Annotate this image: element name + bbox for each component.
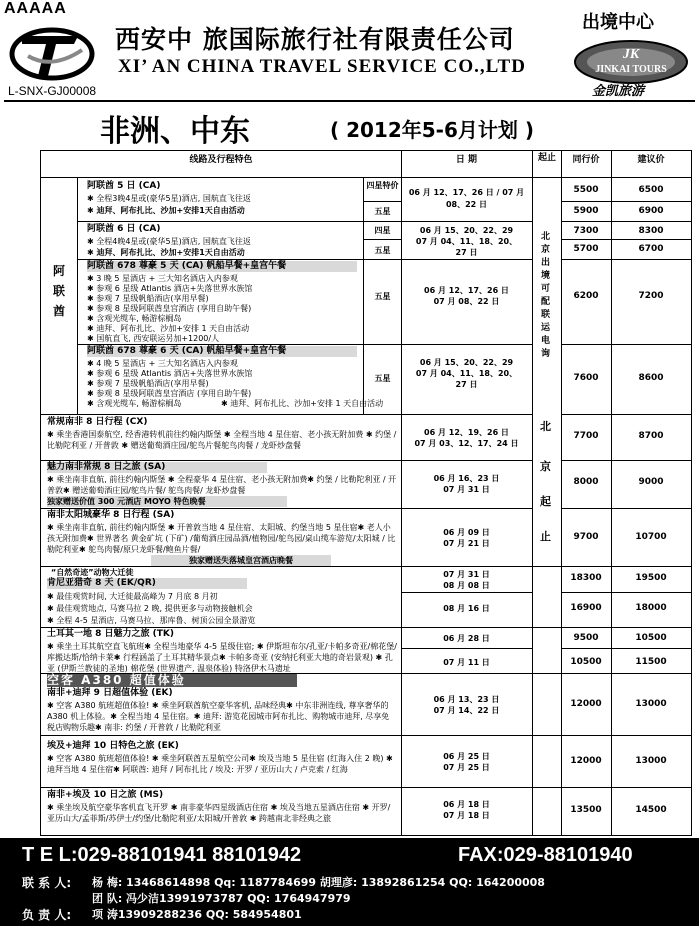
departure-dates: 06 月 09 日: [443, 528, 490, 537]
suggested-price: 8300: [638, 226, 664, 236]
departure-dates: 06 月 12、19、26 日: [424, 428, 509, 437]
jinkai-logo-icon: [572, 38, 690, 86]
departure-dates: 07 月 31 日: [443, 570, 490, 579]
contact-footer: [0, 838, 699, 926]
route-desc: ✱ 空客 A380 航班超值体验! ✱ 乘坐阿联酋航空豪华客机, 品味经典✱ 中东非洲连线, 尊享奢华的 A380 机上体验。✱ 全程当地 4 星住宿。✱ 迪拜: 游览花园城市阿布扎比、购物城市迪拜, 尽享免税店购物乐趣✱ 南非: 约堡 / 开普敦 / 比勒陀利亚: [47, 701, 390, 732]
suggested-price: 10500: [635, 633, 667, 643]
route-extra: 独家赠送价值 300 元酒店 MOYO 特色晚餐: [47, 496, 287, 507]
peer-price: 12000: [570, 699, 602, 709]
hotel-std: 五星: [374, 246, 391, 255]
route-item: ✱ 最佳观赏地点, 马赛马拉 2 晚, 提供更多与动物接触机会: [47, 604, 253, 613]
departure-dates: 07 月 11 日: [443, 658, 490, 667]
rating-stars: AAAAA: [4, 0, 67, 17]
origin-zhi: 止: [540, 530, 551, 543]
suggested-price: 13000: [635, 756, 667, 766]
route-title: 肯尼亚猎奇 8 天 (EK/QR): [47, 578, 247, 589]
route-item: ✱ 全程3晚4星或(豪华5星)酒店, 国航直飞往返: [87, 194, 251, 203]
departure-dates: 08 月 16 日: [443, 604, 490, 613]
route-item: ✱ 参观 7 星级帆船酒店(享用早餐): [87, 294, 209, 303]
route-title: 南非+埃及 10 日之旅 (MS): [47, 790, 164, 800]
departure-dates: 27 日: [455, 380, 478, 389]
route-item: ✱ 参观 6 星级 Atlantis 酒店+失落世界水族馆: [87, 369, 253, 378]
route-title: 阿联酋 6 日 (CA): [87, 224, 161, 234]
hotel-std: 五星: [374, 374, 391, 383]
hotel-std: 四星特价: [366, 181, 399, 190]
departure-dates: 06 月 15、20、22、29: [419, 358, 514, 367]
route-item: ✱ 参观 8 星级阿联酋皇宫酒店 (享用自助午餐): [87, 304, 252, 313]
jinkai-logo-letters: JK: [622, 47, 640, 62]
suggested-price: 8600: [638, 373, 664, 383]
route-item: ✱ 4 晚 5 星酒店 + 三大知名酒店入内参观: [87, 359, 238, 368]
route-extra: 独家赠送失落城皇宫酒店晚餐: [151, 555, 331, 566]
departure-dates: 07 月 04、11、18、20、: [415, 237, 518, 246]
peer-price: 16900: [570, 603, 602, 613]
company-logo-icon: [8, 14, 96, 84]
route-item: ✱ 迪拜、阿布扎比、沙加+安排 1 天自由活动: [87, 324, 250, 333]
route-desc: ✱ 乘坐南非直航, 前往约翰内斯堡 ✱ 开普敦当地 4 星住宿、太阳城、约堡当地 5 星住宿✱ 老人小孩无附加费✱ 世界著名 黄金矿坑 (下矿) /葡萄酒庄园品酒/植物园/鸵鸟园/桌山缆车游览/太阳城 / 比勒陀利亚✱ 鸵鸟肉餐/原只龙虾餐/鲍鱼片餐/: [47, 523, 396, 554]
hotel-std: 五星: [374, 292, 391, 301]
route-title: 阿联酋 678 尊豪 6 天 (CA) 帆船早餐+皇宫午餐: [87, 346, 357, 357]
departure-dates: 06 月 12、17、26 日 / 07 月 08、22 日: [408, 188, 525, 209]
route-title: 阿联酋 5 日 (CA): [87, 181, 161, 191]
peer-price: 8000: [573, 477, 599, 487]
origin-note: 北京出境可配联运电询: [541, 232, 551, 359]
route-item: ✱ 3 晚 5 星酒店 + 三大知名酒店入内参观: [87, 274, 238, 283]
route-item: ✱ 含观光缆车, 畅游棕榈岛: [87, 314, 182, 323]
route-title: 魅力南非常规 8 日之旅 (SA): [47, 462, 267, 473]
route-desc: ✱ 乘坐土耳其航空直飞航班✱ 全程当地豪华 4-5 星级住宿; ✱ 伊斯坦布尔/孔亚/卡帕多奇亚/棉花堡/库搬达斯/恰纳卡莱✱ 行程涵盖了土耳其精华景点✱ 卡帕多奇亚 (安纳托利亚大地的奇岩景观) ✱ 孔亚 (伊斯兰教徒的圣地) 棉花堡 (世界遗产, 温泉体验) 特洛伊木马遗址: [47, 642, 397, 673]
suggested-price: 6900: [638, 206, 664, 216]
departure-dates: 06 月 28 日: [443, 634, 490, 643]
header-date: 日 期: [455, 155, 478, 165]
hotel-std: 五星: [374, 207, 391, 216]
peer-price: 10500: [570, 657, 602, 667]
header-route: 线路及行程特色: [189, 155, 253, 165]
route-title: 埃及+迪拜 10 日特色之旅 (EK): [47, 741, 179, 751]
route-desc: ✱ 乘坐香港国泰航空, 经香港转机前往约翰内斯堡 ✱ 全程当地 4 星住宿、老小孩无附加费 ✱ 约堡 / 比勒陀利亚 / 开普敦 ✱ 赠送葡萄酒庄园/鸵鸟片餐鸵鸟肉餐 / 龙虾炒盘餐: [47, 430, 397, 450]
departure-dates: 06 月 12、17、26 日: [424, 286, 509, 295]
departure-dates: 06 月 15、20、22、29: [419, 226, 514, 235]
header-origin: 起止: [537, 153, 556, 163]
origin-qi: 起: [540, 495, 551, 508]
route-item: ✱ 迪拜、阿布扎比、沙加+安排 1 天自由活动: [221, 399, 384, 408]
route-desc: ✱ 空客 A380 航班超值体验! ✱ 乘坐阿联酋五星航空公司✱ 埃及当地 5 星住宿 (红海入住 2 晚) ✱ 迪拜当地 4 星住宿✱ 阿联酋: 迪拜 / 阿布扎比 / 埃及: 开罗 / 亚历山大 / 卢克索 / 红海: [47, 754, 393, 774]
peer-price: 13500: [570, 805, 602, 815]
route-title: 南非+迪拜 9 日超值体验 (EK): [47, 688, 173, 698]
route-item: ✱ 国航直飞, 西安联运另加+1200/人: [87, 334, 220, 343]
a380-banner: 空客 A380 超值体验: [47, 674, 297, 687]
departure-dates: 07 月 25 日: [443, 763, 490, 772]
origin-bei: 北: [540, 420, 551, 433]
phone-numbers: T E L:029-88101941 88101942: [22, 844, 302, 866]
contact-line: 杨 梅: 13468614898 Qq: 1187784699 胡理彦: 13892861254 QQ: 164200008: [92, 876, 545, 889]
route-item: ✱ 全程4晚4星或(豪华5星)酒店, 国航直飞往返: [87, 237, 251, 246]
departure-dates: 07 月 18 日: [443, 811, 490, 820]
suggested-price: 13000: [635, 699, 667, 709]
route-item: ✱ 迪拜、阿布扎比、沙加+安排1天自由活动: [87, 206, 245, 215]
peer-price: 12000: [570, 756, 602, 766]
route-desc: ✱ 乘坐埃及航空豪华客机直飞开罗 ✱ 南非豪华四星级酒店住宿 ✱ 埃及当地五星酒店住宿 ✱ 开罗/亚历山大/孟菲斯/苏伊士/约堡/比勒陀利亚/太阳城/开普敦 ✱ 跨越南北非经典之旅: [47, 803, 391, 823]
peer-price: 5700: [573, 244, 599, 254]
departure-dates: 08 月 08 日: [443, 581, 490, 590]
route-desc: ✱ 乘坐南非直航, 前往约翰内斯堡 ✱ 全程豪华 4 星住宿、老小孩无附加费✱ 约堡 / 比勒陀利亚 / 开普敦✱ 赠送葡萄酒庄园/鸵鸟片餐/ 鸵鸟肉餐/ 龙虾炒盘餐: [47, 475, 397, 495]
peer-price: 7700: [573, 431, 599, 441]
peer-price: 5900: [573, 206, 599, 216]
route-title: 阿联酋 678 尊豪 5 天 (CA) 帆船早餐+皇宫午餐: [87, 261, 357, 272]
suggested-price: 6700: [638, 244, 664, 254]
suggested-price: 6500: [638, 185, 664, 195]
departure-dates: 27 日: [455, 248, 478, 257]
page-title: 非洲、中东: [100, 114, 250, 149]
header-divider: [4, 100, 695, 102]
contact-line: 团 队: 冯少洁13991973787 QQ: 1764947979: [92, 892, 351, 905]
header-suggested-price: 建议价: [637, 155, 665, 165]
group-label-uae: 阿联酋: [53, 264, 66, 318]
route-item: ✱ 含观光缆车, 畅游棕榈岛: [87, 399, 182, 408]
suggested-price: 19500: [635, 573, 667, 583]
route-item: ✱ 全程 4-5 星酒店, 马赛马拉、那库鲁、树顶公园全景游览: [47, 616, 256, 625]
suggested-price: 18000: [635, 603, 667, 613]
route-item: ✱ 参观 6 星级 Atlantis 酒店+失落世界水族馆: [87, 284, 253, 293]
contact-label: 联 系 人:: [22, 876, 72, 890]
departure-dates: 07 月 21 日: [443, 539, 490, 548]
route-subtitle: “自然奇迹”动物大迁徙: [51, 568, 134, 577]
suggested-price: 8700: [638, 431, 664, 441]
departure-dates: 07 月 31 日: [443, 485, 490, 494]
peer-price: 18300: [570, 573, 602, 583]
peer-price: 7300: [573, 226, 599, 236]
manager-line: 项 涛13909288236 QQ: 584954801: [92, 908, 302, 921]
route-item: ✱ 最佳观赏时间, 大迁徙最高峰为 7 月底 8 月初: [47, 592, 218, 601]
departure-dates: 07 月 04、11、18、20、: [415, 369, 518, 378]
departure-dates: 07 月 14、22 日: [433, 706, 500, 715]
suggested-price: 10700: [635, 532, 667, 542]
peer-price: 7600: [573, 373, 599, 383]
itinerary-table: [40, 150, 692, 836]
departure-dates: 06 月 25 日: [443, 752, 490, 761]
route-item: ✱ 参观 8 星级阿联酋皇宫酒店 (享用自助午餐): [87, 389, 252, 398]
suggested-price: 9000: [638, 477, 664, 487]
header-peer-price: 同行价: [572, 155, 600, 165]
partner-name: 金凯旅游: [592, 84, 645, 99]
peer-price: 9700: [573, 532, 599, 542]
suggested-price: 11500: [635, 657, 667, 667]
outbound-center-label: 出境中心: [582, 12, 654, 33]
hotel-std: 四星: [374, 226, 391, 235]
company-name-cn: 西安中 旅国际旅行社有限责任公司: [115, 25, 515, 54]
suggested-price: 14500: [635, 805, 667, 815]
peer-price: 6200: [573, 291, 599, 301]
origin-jing: 京: [540, 460, 551, 473]
license-code: L-SNX-GJ00008: [8, 84, 97, 98]
departure-dates: 07 月 08、22 日: [433, 297, 500, 306]
peer-price: 5500: [573, 185, 599, 195]
departure-dates: 06 月 16、23 日: [433, 474, 500, 483]
peer-price: 9500: [573, 633, 599, 643]
route-item: ✱ 迪拜、阿布扎比、沙加+安排1天自由活动: [87, 248, 245, 257]
route-title: 土耳其一地 8 日魅力之旅 (TK): [47, 629, 175, 639]
route-item: ✱ 参观 7 星级帆船酒店(享用早餐): [87, 379, 209, 388]
route-title: 南非太阳城豪华 8 日行程 (SA): [47, 510, 175, 520]
departure-dates: 07 月 03、12、17、24 日: [414, 439, 519, 448]
page-subtitle: ( 2012年5-6月计划 ): [330, 118, 535, 142]
departure-dates: 06 月 13、23 日: [433, 695, 500, 704]
suggested-price: 7200: [638, 291, 664, 301]
company-name-en: XI’ AN CHINA TRAVEL SERVICE CO.,LTD: [118, 56, 526, 77]
route-title: 常规南非 8 日行程 (CX): [47, 417, 148, 427]
fax-number: FAX:029-88101940: [458, 844, 633, 866]
manager-label: 负 责 人:: [22, 908, 72, 922]
jinkai-logo-text: JINKAI TOURS: [595, 64, 667, 75]
departure-dates: 06 月 18 日: [443, 800, 490, 809]
